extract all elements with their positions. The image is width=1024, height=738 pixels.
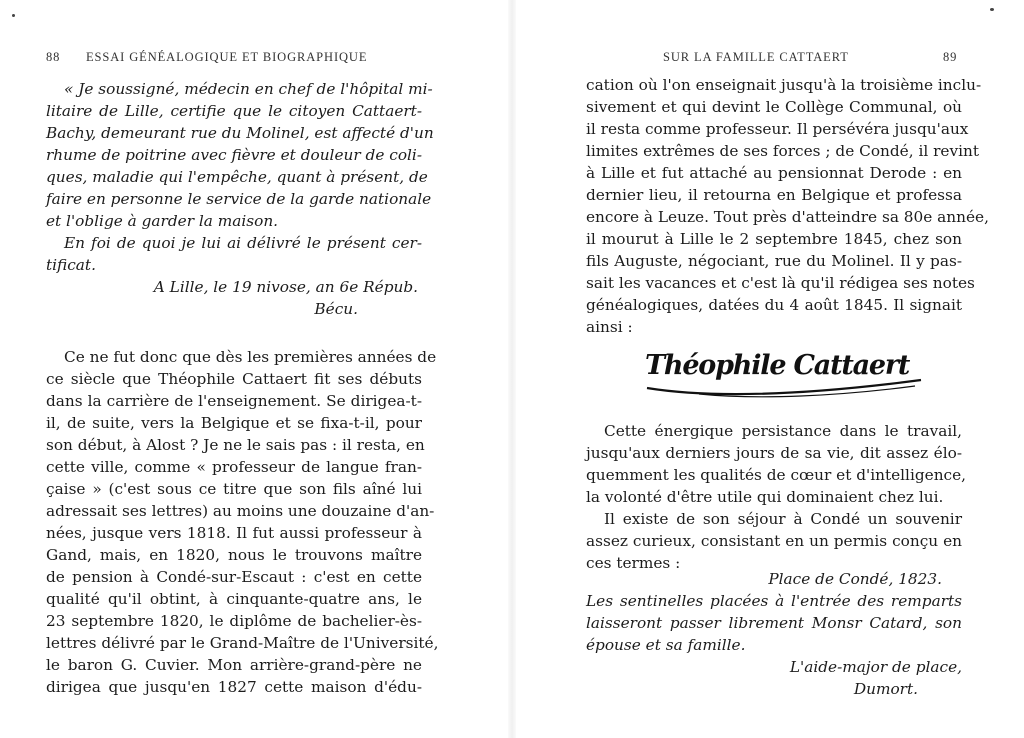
text-line: limites extrêmes de ses forces ; de Condé, il revint [586,142,979,160]
text-line: jusqu'aux derniers jours de sa vie, dit assez élo- [586,444,962,462]
text-line: çaise » (c'est sous ce titre que son fils aîné lui [46,480,422,498]
text-line: nées, jusque vers 1818. Il fut aussi professeur à [46,524,422,542]
text-line: de pension à Condé-sur-Escaut : c'est en cette [46,568,422,586]
text-line: dans la carrière de l'enseignement. Se dirigea-t- [46,392,422,410]
text-line: cette ville, comme « professeur de langue fran- [46,458,422,476]
persistence-paragraph [586,420,967,574]
text-line: Il existe de son séjour à Condé un souvenir [604,510,962,528]
text-line: généalogiques, datées du 4 août 1845. Il signait [586,296,962,314]
handwritten-signature [639,346,929,406]
text-line: rhume de poitrine avec fièvre et douleur de coli- [46,146,422,164]
text-line: il, de suite, vers la Belgique et se fixa-t-il, pour [46,414,422,432]
text-line: ainsi : [586,318,633,336]
page-number: 89 [943,50,958,64]
text-line: il mourut à Lille le 2 septembre 1845, chez son [586,230,962,248]
permit-quote [586,568,962,700]
text-line: Gand, mais, en 1820, nous le trouvons maître [46,546,422,564]
permit-signer: Dumort. [853,680,918,698]
text-line: et l'oblige à garder la maison. [46,212,279,230]
text-line: cation où l'on enseignait jusqu'à la troisième inclu- [586,76,982,94]
text-line: le baron G. Cuvier. Mon arrière-grand-père ne [46,656,422,674]
text-line: la volonté d'être utile qui dominaient chez lui. [586,488,944,506]
certificate-date: A Lille, le 19 nivose, an 6e Répub. [153,278,418,296]
permit-place: Place de Condé, 1823. [768,570,942,588]
page-number: 88 [46,50,61,64]
text-line: qualité qu'il obtint, à cinquante-quatre ans, le [46,590,422,608]
text-line: Ce ne fut donc que dès les premières années de [64,348,437,366]
intro-paragraph [586,74,989,338]
text-line: ques, maladie qui l'empêche, quant à présent, de [46,168,428,186]
text-line: encore à Leuze. Tout près d'atteindre sa 80e année, [586,208,989,226]
text-line: ce siècle que Théophile Cattaert fit ses débuts [46,370,422,388]
text-line: adressait ses lettres) au moins une douzaine d'an- [46,502,435,520]
text-line: dernier lieu, il retourna en Belgique et professa [586,186,962,204]
text-line: Bachy, demeurant rue du Molinel, est affecté d'un [46,124,434,142]
running-title: SUR LA FAMILLE CATTAERT [663,50,849,64]
body-paragraph [46,346,439,698]
text-line: sait les vacances et c'est là qu'il rédigea ses notes [586,274,975,292]
running-title: ESSAI GÉNÉALOGIQUE ET BIOGRAPHIQUE [86,50,368,64]
signature-text: Théophile Cattaert [645,350,910,381]
text-line: à Lille et fut attaché au pensionnat Derode : en [586,164,962,182]
text-line: son début, à Alost ? Je ne le sais pas : il resta, en [46,436,425,454]
text-line: 23 septembre 1820, le diplôme de bachelier-ès- [46,612,422,630]
text-line: faire en personne le service de la garde nationale [46,190,432,208]
permit-title: L'aide-major de place, [789,658,962,676]
text-line: lettres délivré par le Grand-Maître de l'Université, [46,634,439,652]
certificate-quote [46,78,434,320]
text-line: ces termes : [586,554,681,572]
text-line: fils Auguste, négociant, rue du Molinel. Il y pas- [586,252,962,270]
text-line: il resta comme professeur. Il persévéra jusqu'aux [586,120,969,138]
right-page [512,0,1024,738]
text-line: dirigea que jusqu'en 1827 cette maison d'édu- [46,678,422,696]
text-line: litaire de Lille, certifie que le citoyen Cattaert- [46,102,422,120]
text-line: Cette énergique persistance dans le travail, [604,422,962,440]
text-line: quemment les qualités de cœur et d'intelligence, [586,466,967,484]
text-line: « Je soussigné, médecin en chef de l'hôpital mi- [64,80,433,98]
text-line: En foi de quoi je lui ai délivré le présent cer- [64,234,422,252]
text-line: laisseront passer librement Monsr Catard, son [586,614,962,632]
text-line: Les sentinelles placées à l'entrée des remparts [586,592,962,610]
text-line: assez curieux, consistant en un permis conçu en [586,532,962,550]
text-line: tificat. [46,256,96,274]
text-line: sivement et qui devint le Collège Communal, où [586,98,962,116]
certificate-signer: Bécu. [314,300,358,318]
text-line: épouse et sa famille. [586,636,746,654]
